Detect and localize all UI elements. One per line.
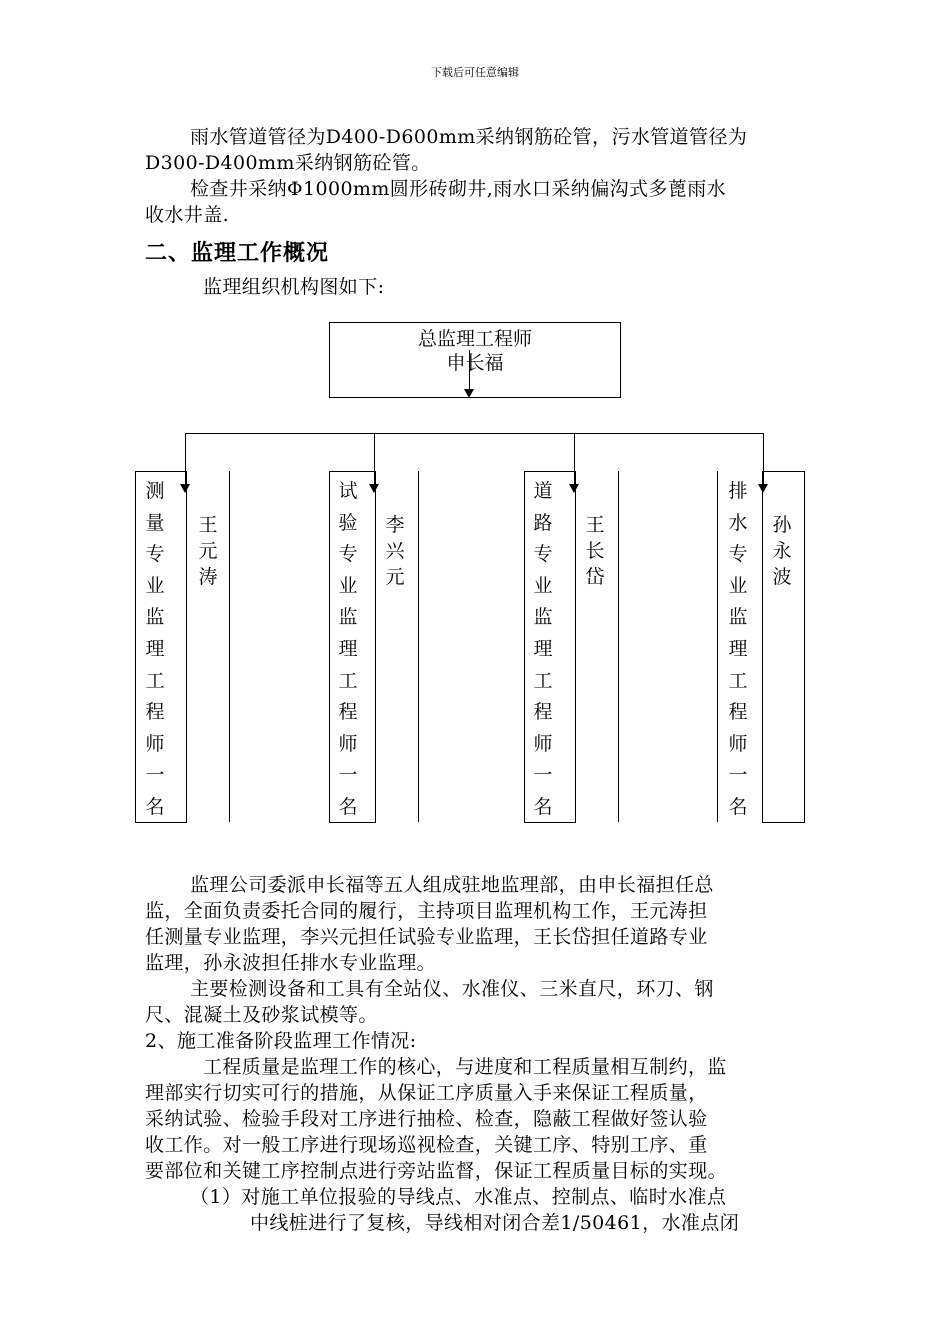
branch-name-label: 孙永波 [772,514,792,588]
branch-role-label: 测量专业监理工程师一名 [145,480,165,818]
paragraph-line: 理部实行切实可行的措施，从保证工序质量入手来保证工程质量， [145,1082,708,1104]
paragraph-line: 采纳试验、检验手段对工序进行抽检、检查，隐蔽工程做好签认验 [145,1108,708,1130]
paragraph-line: 监理，孙永波担任排水专业监理。 [145,952,437,974]
branch-role-label: 试验专业监理工程师一名 [338,480,358,818]
chief-supervisor-name: 申长福 [446,352,504,374]
divider-line [717,471,718,822]
branch-role-label: 排水专业监理工程师一名 [728,480,748,818]
connector-line [469,350,470,392]
paragraph-line: 主要检测设备和工具有全站仪、水准仪、三米直尺，环刀、钢 [190,978,714,1000]
chief-supervisor-box [329,322,621,398]
paragraph-line: 任测量专业监理，李兴元担任试验专业监理，王长岱担任道路专业 [145,926,708,948]
page-header: 下载后可任意编辑 [431,66,519,79]
paragraph-line: 雨水管道管径为D400-D600mm采纳钢筋砼管，污水管道管径为 [190,126,748,148]
section-heading: 二、监理工作概况 [145,241,330,266]
divider-line [618,471,619,822]
paragraph-line: D300-D400mm采纳钢筋砼管。 [145,152,431,174]
paragraph-line: 中线桩进行了复核，导线相对闭合差1/50461，水准点闭 [250,1212,740,1234]
branch-role-label: 道路专业监理工程师一名 [533,480,553,818]
paragraph-line: 收工作。对一般工序进行现场巡视检查，关键工序、特别工序、重 [145,1134,708,1156]
chief-supervisor-title: 总监理工程师 [417,328,532,350]
paragraph-line: 监理公司委派申长福等五人组成驻地监理部，由申长福担任总 [190,874,714,896]
branch-name-label: 王长岱 [585,514,605,588]
connector-line [185,433,764,434]
branch-name-label: 王元涛 [198,514,218,588]
paragraph-line: 收水井盖. [145,204,230,226]
org-chart-intro: 监理组织机构图如下: [203,276,385,298]
paragraph-line: 监，全面负责委托合同的履行，主持项目监理机构工作，王元涛担 [145,900,708,922]
paragraph-line: 要部位和关键工序控制点进行旁站监督，保证工程质量目标的实现。 [145,1160,728,1182]
branch-name-label: 李兴元 [385,514,405,588]
paragraph-line: （1）对施工单位报验的导线点、水准点、控制点、临时水准点 [190,1186,727,1208]
paragraph-line: 2、施工准备阶段监理工作情况: [145,1030,417,1052]
divider-line [418,471,419,822]
divider-line [229,471,230,822]
paragraph-line: 检查井采纳Φ1000mm圆形砖砌井,雨水口采纳偏沟式多蓖雨水 [190,178,727,200]
paragraph-line: 工程质量是监理工作的核心，与进度和工程质量相互制约，监 [203,1056,727,1078]
paragraph-line: 尺、混凝土及砂浆试模等。 [145,1004,378,1026]
arrow-down-icon [464,389,474,398]
